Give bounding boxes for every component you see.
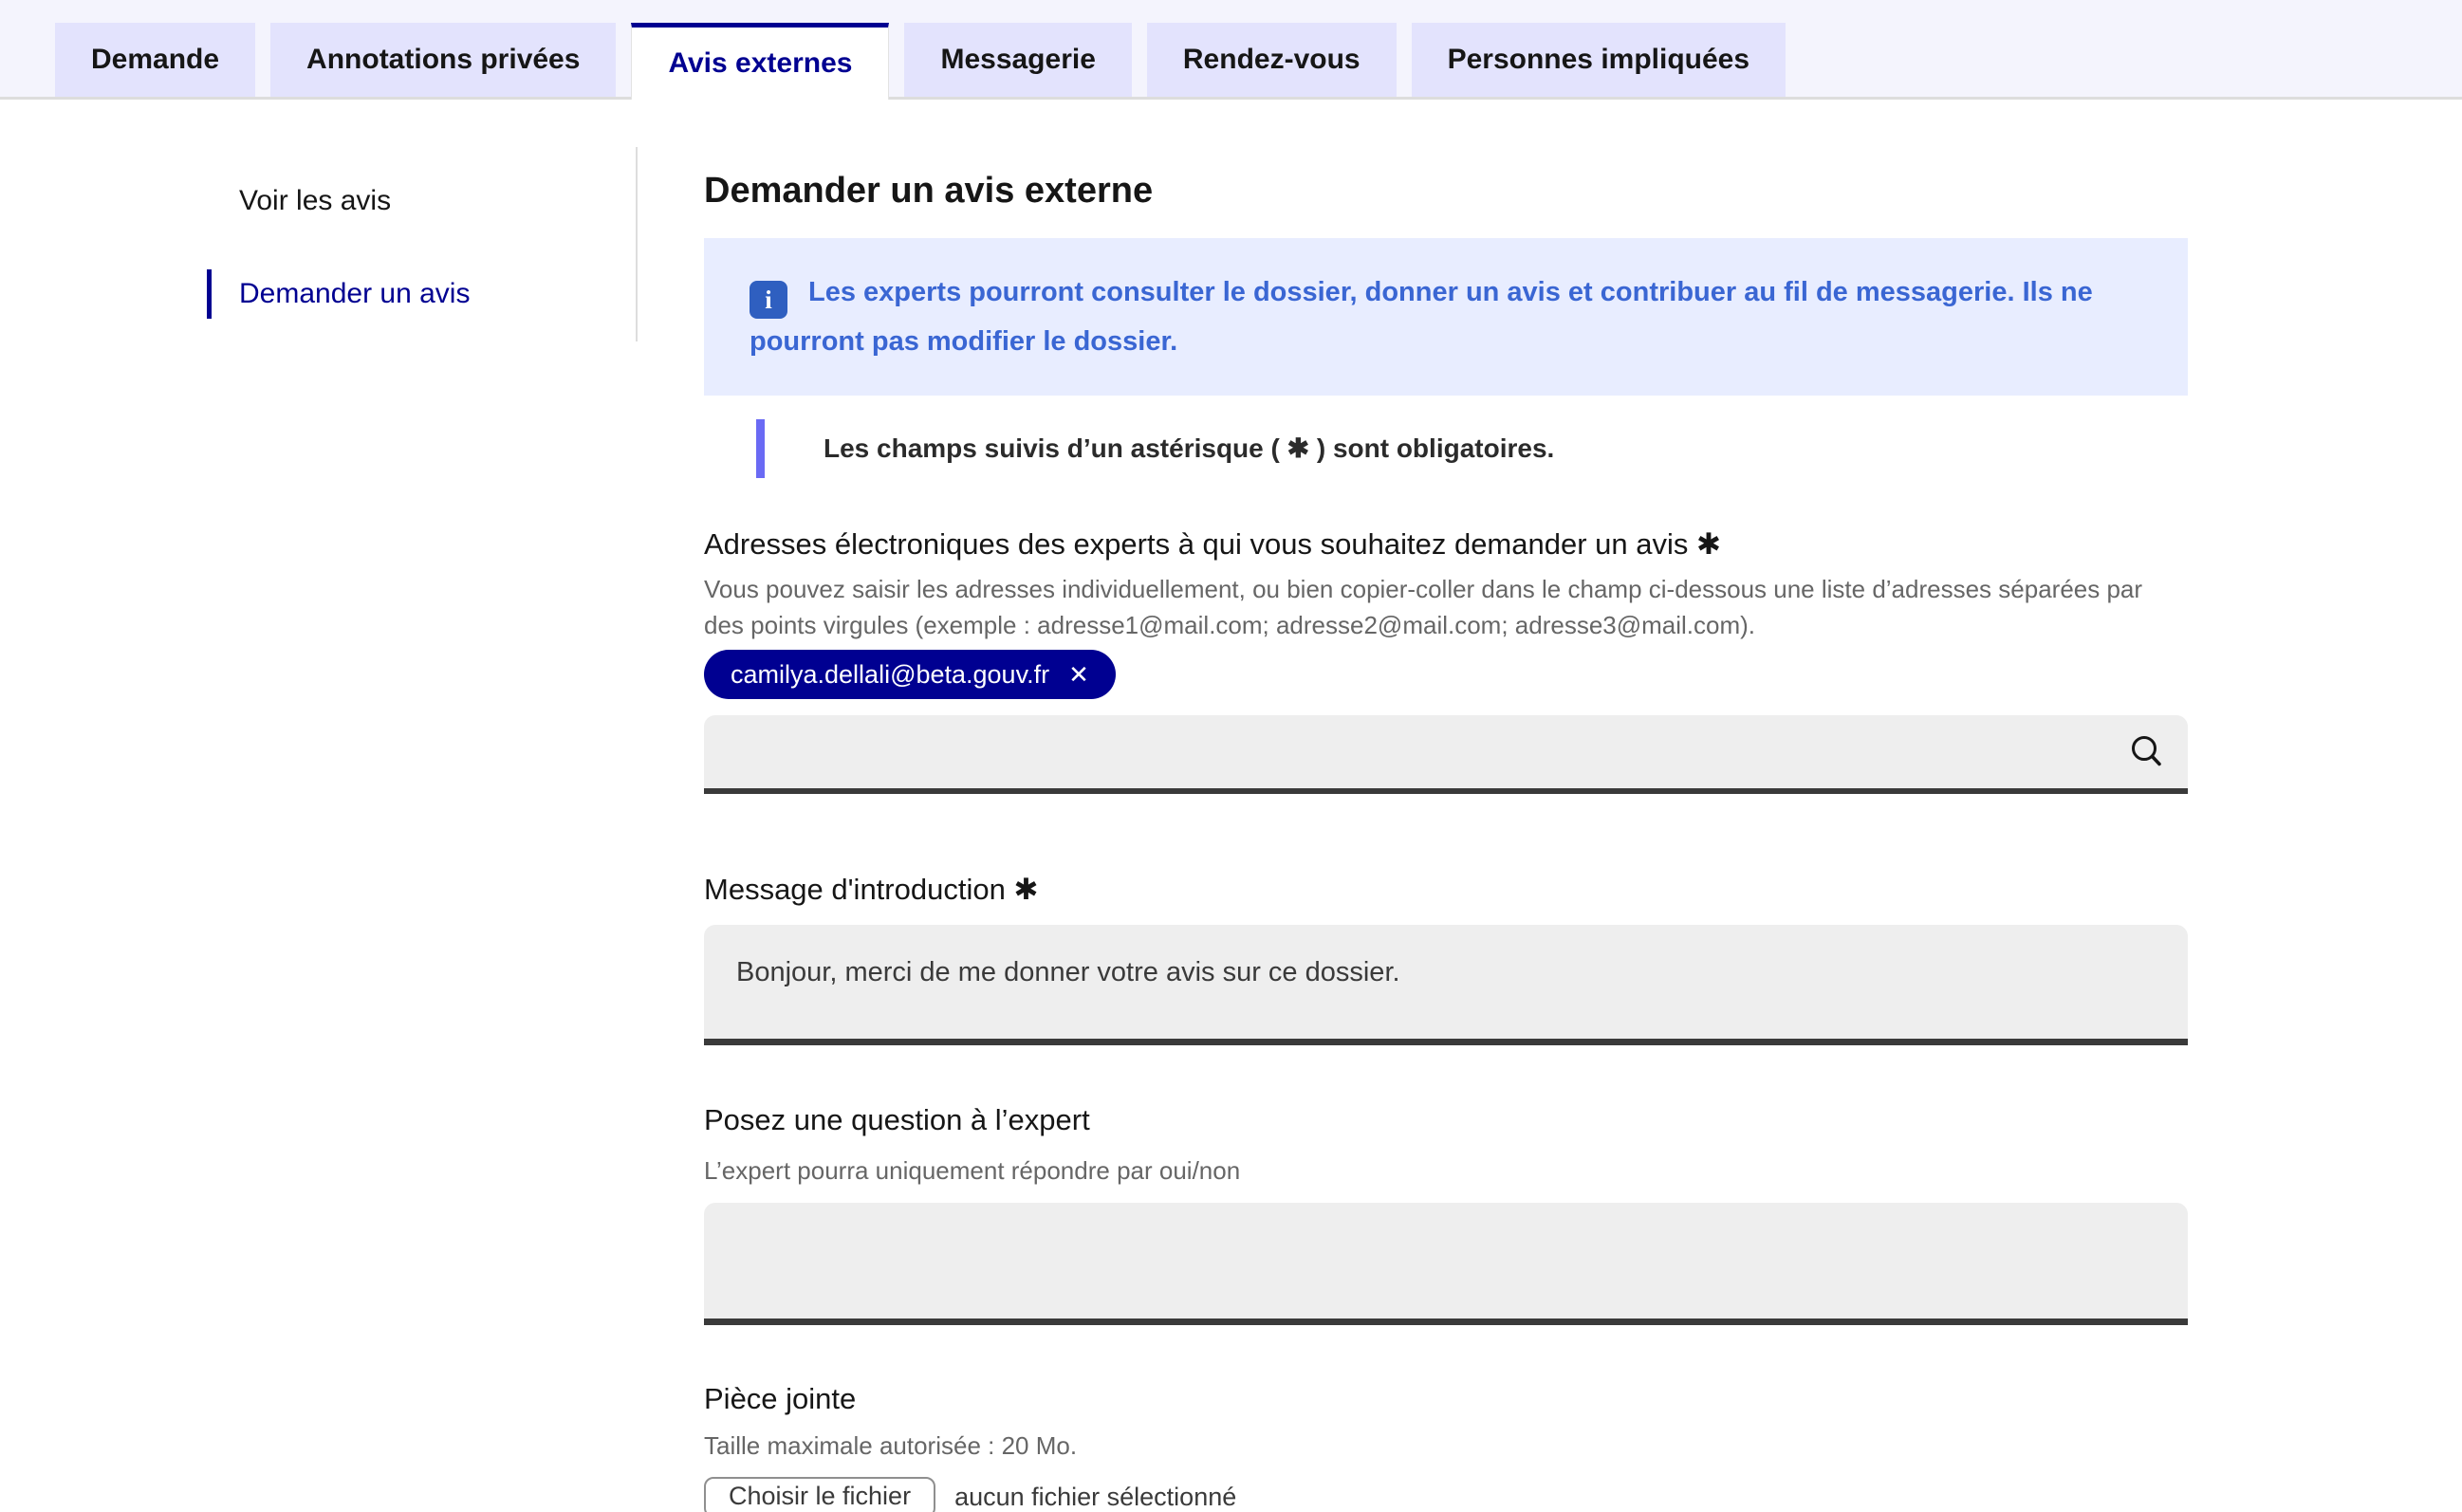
email-tag-label: camilya.dellali@beta.gouv.fr — [731, 659, 1050, 689]
required-fields-note: Les champs suivis d’un astérisque ( ✱ ) sont obligatoires. — [756, 419, 2188, 478]
file-status-text: aucun fichier sélectionné — [954, 1483, 1237, 1511]
tab-avis-externes[interactable]: Avis externes — [631, 23, 889, 100]
side-menu — [0, 100, 638, 1512]
tab-bar — [0, 0, 2462, 100]
question-textarea[interactable] — [704, 1203, 2188, 1325]
close-icon[interactable]: ✕ — [1068, 660, 1089, 689]
page-body — [0, 100, 2462, 1512]
email-tag-row — [704, 650, 2188, 699]
message-field-label: Message d'introduction ✱ — [704, 873, 1039, 906]
question-field-hint: L’expert pourra uniquement répondre par oui/non — [704, 1156, 1241, 1185]
choose-file-button[interactable]: Choisir le fichier — [704, 1477, 935, 1512]
email-tag[interactable] — [704, 650, 1116, 699]
sidemenu-item-voir-les-avis[interactable]: Voir les avis — [239, 185, 392, 216]
question-field-group — [704, 1101, 2188, 1325]
message-field-group — [704, 871, 2188, 1045]
info-callout-text: Les experts pourront consulter le dossier, donner un avis et contribuer au fil de messagerie. Ils ne pourront pas modifier le dossier. — [750, 277, 2093, 357]
tab-annotations-privees[interactable]: Annotations privées — [270, 23, 616, 97]
experts-search-box — [704, 715, 2188, 794]
search-icon[interactable] — [2129, 734, 2165, 770]
page-title: Demander un avis externe — [704, 171, 1154, 211]
attachment-field-hint: Taille maximale autorisée : 20 Mo. — [704, 1431, 1078, 1460]
experts-field-hint: Vous pouvez saisir les adresses individuellement, ou bien copier-coller dans le champ ci-dessous une liste d’adresses séparées par des points virgules (exemple : adresse1@mail.com; adresse2@mail.com; adresse3@mail.com). — [704, 575, 2143, 639]
file-input-row — [704, 1477, 2188, 1512]
question-field-label: Posez une question à l’expert — [704, 1103, 1090, 1136]
experts-search-input[interactable] — [704, 715, 2188, 794]
tab-rendez-vous[interactable]: Rendez-vous — [1147, 23, 1397, 97]
message-textarea[interactable] — [704, 925, 2188, 1045]
experts-field-label: Adresses électroniques des experts à qui vous souhaitez demander un avis ✱ — [704, 527, 1721, 561]
info-icon: i — [750, 281, 787, 319]
attachment-field-label: Pièce jointe — [704, 1382, 857, 1415]
tab-personnes-impliquees[interactable]: Personnes impliquées — [1412, 23, 1786, 97]
main-content — [704, 100, 2188, 1512]
experts-field-group — [704, 526, 2188, 794]
tab-demande[interactable]: Demande — [55, 23, 255, 97]
info-callout — [704, 238, 2188, 396]
tab-messagerie[interactable]: Messagerie — [904, 23, 1131, 97]
sidemenu-item-demander-un-avis[interactable]: Demander un avis — [207, 269, 638, 319]
attachment-field-group — [704, 1380, 2188, 1512]
